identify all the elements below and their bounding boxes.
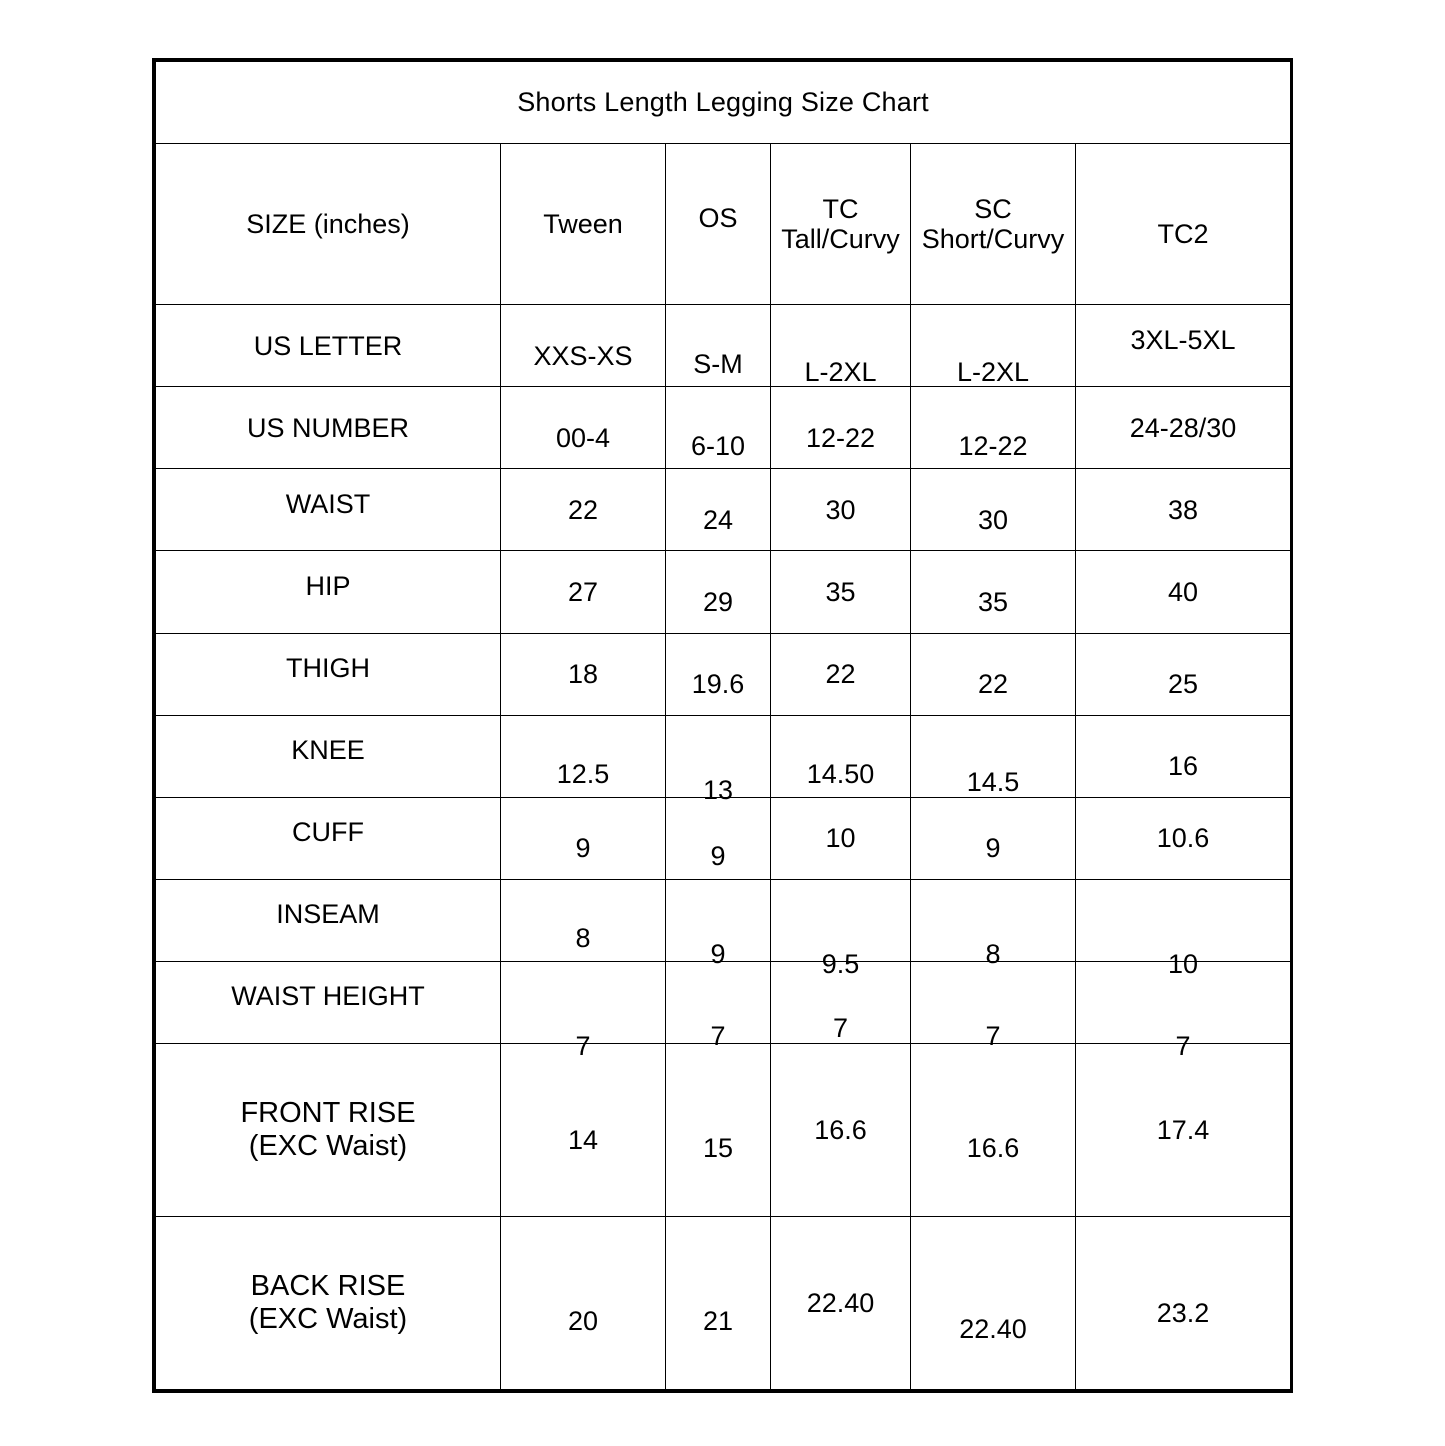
row-label	[156, 715, 501, 797]
cell-os	[666, 1043, 771, 1216]
cell-os	[666, 551, 771, 633]
cell-value: 40	[1168, 576, 1199, 607]
cell-value: 18	[567, 658, 599, 689]
header-tc	[771, 144, 911, 305]
row-label-text: WAIST	[285, 488, 371, 519]
cell-os	[666, 1216, 771, 1389]
cell-value: 16	[1168, 750, 1199, 781]
cell-value: 21	[702, 1305, 734, 1336]
cell-value: 9	[575, 832, 591, 863]
row-label	[156, 797, 501, 879]
cell-tc2	[1076, 387, 1291, 469]
cell-value: 38	[1168, 494, 1199, 525]
cell-tc	[771, 797, 911, 879]
cell-value: 30	[825, 494, 856, 525]
cell-value: 8	[575, 922, 591, 953]
cell-tc	[771, 387, 911, 469]
row-label	[156, 387, 501, 469]
cell-value: 22.40	[806, 1287, 875, 1318]
cell-value: 7	[710, 1020, 726, 1051]
cell-sc	[911, 879, 1076, 969]
cell-value: L-2XL	[956, 356, 1030, 387]
size-chart-table	[155, 61, 1291, 1390]
row-label	[156, 633, 501, 715]
cell-tc	[771, 1043, 911, 1216]
cell-tween	[501, 797, 666, 879]
cell-tween	[501, 715, 666, 797]
row-label	[156, 551, 501, 633]
cell-tween	[501, 1043, 666, 1216]
cell-sc	[911, 1216, 1076, 1389]
cell-value: 22	[977, 668, 1009, 699]
cell-tween	[501, 633, 666, 715]
row-label-text: US NUMBER	[246, 412, 409, 443]
cell-value: 7	[985, 1020, 1001, 1051]
table-row	[156, 879, 1291, 961]
cell-value: XXS-XS	[533, 340, 633, 371]
header-tc-line2: Tall/Curvy	[781, 224, 900, 255]
cell-value: 22.40	[959, 1313, 1027, 1344]
cell-tc2	[1076, 469, 1291, 551]
row-label-text: WAIST HEIGHT	[231, 980, 425, 1011]
row-label-text: CUFF	[292, 816, 364, 847]
cell-os	[666, 387, 771, 469]
cell-value: 9.5	[821, 948, 860, 979]
cell-value: 17.4	[1156, 1114, 1210, 1145]
row-label-subtext: (EXC Waist)	[248, 1129, 408, 1162]
cell-sc	[911, 305, 1076, 387]
cell-value: 13	[702, 774, 734, 805]
cell-value: 10	[825, 822, 856, 853]
table-row	[156, 797, 1291, 879]
row-label	[156, 469, 501, 551]
cell-value: 23.2	[1156, 1297, 1210, 1328]
header-tween-text: Tween	[543, 209, 623, 240]
cell-tween	[501, 469, 666, 551]
cell-tc2	[1076, 879, 1291, 979]
row-label-subtext: (EXC Waist)	[248, 1302, 408, 1335]
cell-tween	[501, 305, 666, 387]
cell-value: 9	[985, 832, 1001, 863]
cell-tween	[501, 961, 666, 1061]
table-row	[156, 387, 1291, 469]
header-sc-line2: Short/Curvy	[921, 224, 1065, 255]
cell-sc	[911, 1043, 1076, 1216]
cell-tc2	[1076, 305, 1291, 387]
cell-value: 20	[567, 1305, 599, 1336]
cell-value: 9	[710, 840, 726, 871]
cell-tween	[501, 387, 666, 469]
cell-tc	[771, 1216, 911, 1389]
cell-os	[666, 879, 771, 969]
header-tc2	[1076, 144, 1291, 305]
cell-value: 10.6	[1156, 822, 1210, 853]
cell-value: 24	[702, 504, 734, 535]
cell-value: 14.50	[806, 758, 875, 789]
cell-value: 14	[567, 1124, 599, 1155]
cell-tc	[771, 633, 911, 715]
cell-sc	[911, 551, 1076, 633]
cell-tc2	[1076, 633, 1291, 715]
cell-tc	[771, 551, 911, 633]
cell-value: 14.5	[966, 766, 1020, 797]
cell-value: 12-22	[805, 422, 876, 453]
table-row	[156, 305, 1291, 387]
cell-value: 35	[825, 576, 856, 607]
cell-tc	[771, 305, 911, 387]
table-row	[156, 715, 1291, 797]
cell-value: 10	[1168, 948, 1199, 979]
row-label-text: INSEAM	[276, 898, 380, 929]
cell-tc	[771, 879, 911, 979]
cell-sc	[911, 797, 1076, 879]
row-label	[156, 1216, 501, 1389]
cell-value: 6-10	[690, 430, 746, 461]
cell-value: L-2XL	[804, 356, 877, 387]
row-label-text: US LETTER	[253, 330, 403, 361]
row-label-text: THIGH	[286, 652, 370, 683]
cell-os	[666, 469, 771, 551]
cell-value: 22	[825, 658, 856, 689]
cell-tween	[501, 1216, 666, 1389]
cell-value: 15	[702, 1132, 734, 1163]
cell-value: 7	[575, 1030, 591, 1061]
header-os	[666, 144, 771, 305]
cell-os	[666, 715, 771, 805]
cell-value: 35	[977, 586, 1009, 617]
cell-value: 27	[567, 576, 599, 607]
cell-value: 9	[710, 938, 726, 969]
cell-os	[666, 797, 771, 879]
table-row	[156, 633, 1291, 715]
header-tween	[501, 144, 666, 305]
cell-os	[666, 633, 771, 715]
cell-tween	[501, 879, 666, 961]
header-os-text: OS	[698, 203, 738, 234]
cell-value: 12-22	[958, 430, 1028, 461]
row-label-text: BACK RISE	[250, 1270, 406, 1303]
cell-tc2	[1076, 715, 1291, 797]
cell-os	[666, 961, 771, 1051]
row-label-text: KNEE	[291, 734, 365, 765]
cell-tween	[501, 551, 666, 633]
cell-sc	[911, 961, 1076, 1051]
cell-tc	[771, 469, 911, 551]
table-row	[156, 1216, 1291, 1389]
cell-value: 30	[977, 504, 1009, 535]
cell-value: 19.6	[691, 668, 745, 699]
cell-sc	[911, 715, 1076, 797]
header-tc-line1: TC	[822, 193, 859, 224]
header-size-label-text: SIZE (inches)	[246, 209, 410, 240]
header-sc	[911, 144, 1076, 305]
table-row	[156, 551, 1291, 633]
cell-value: 24-28/30	[1129, 412, 1237, 443]
cell-value: S-M	[693, 348, 743, 379]
header-sc-line1: SC	[974, 193, 1012, 224]
cell-os	[666, 305, 771, 387]
row-label	[156, 879, 501, 961]
cell-value: 3XL-5XL	[1130, 324, 1236, 355]
cell-value: 7	[832, 1012, 849, 1043]
row-label	[156, 961, 501, 1043]
cell-value: 22	[567, 494, 599, 525]
header-tc2-text: TC2	[1157, 219, 1209, 250]
cell-value: 25	[1168, 668, 1199, 699]
page-title: Shorts Length Legging Size Chart	[156, 62, 1291, 144]
table-row	[156, 1043, 1291, 1216]
cell-value: 16.6	[814, 1114, 867, 1145]
cell-tc2	[1076, 1216, 1291, 1389]
cell-value: 29	[702, 586, 734, 617]
row-label	[156, 305, 501, 387]
cell-tc2	[1076, 1043, 1291, 1216]
cell-tc2	[1076, 551, 1291, 633]
row-label-text: FRONT RISE	[240, 1097, 416, 1130]
table-title-row	[156, 62, 1291, 144]
cell-value: 7	[1175, 1030, 1191, 1061]
cell-value: 8	[985, 938, 1001, 969]
cell-value: 12.5	[556, 758, 610, 789]
row-label-text: HIP	[305, 570, 351, 601]
table-row	[156, 469, 1291, 551]
row-label	[156, 1043, 501, 1216]
cell-sc	[911, 387, 1076, 469]
cell-sc	[911, 633, 1076, 715]
header-size-label	[156, 144, 501, 305]
cell-sc	[911, 469, 1076, 551]
table-header-row	[156, 144, 1291, 305]
cell-tc2	[1076, 797, 1291, 879]
cell-value: 00-4	[555, 422, 611, 453]
cell-tc	[771, 715, 911, 797]
size-chart-frame	[152, 58, 1293, 1393]
cell-value: 16.6	[966, 1132, 1020, 1163]
